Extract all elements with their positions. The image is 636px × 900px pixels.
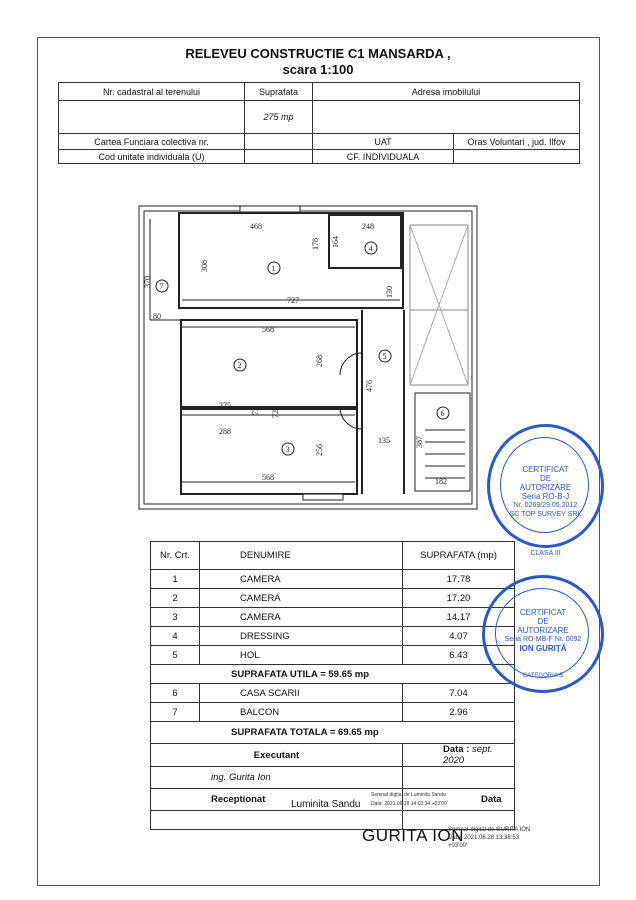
suprafata-utila: SUPRAFATA UTILA = 59.65 mp xyxy=(151,665,515,684)
executant-label: Executant xyxy=(151,744,403,767)
signature-name: GURITA ION xyxy=(362,826,464,845)
rooms-table xyxy=(150,541,515,830)
receptionat-date: Data: 2021.06.28 14:03:34 +03'00' xyxy=(371,801,448,807)
room-number: 7 xyxy=(159,282,164,291)
plan-dim: 727 xyxy=(287,296,299,305)
document-scale: scara 1:100 xyxy=(282,62,354,77)
plan-dim: 178 xyxy=(311,238,320,250)
room-number: 2 xyxy=(237,361,242,370)
table-row: 1 CAMERA 17.78 xyxy=(151,570,515,589)
plan-dim: 72 xyxy=(271,410,280,418)
signature-line1: Semnat digital de GURITA ION xyxy=(448,827,531,833)
suprafata-mp-header: SUPRAFATA (mp) xyxy=(403,542,515,570)
table-row: 5 HOL 6.43 xyxy=(151,646,515,665)
plan-dim: 164 xyxy=(331,236,340,248)
denumire-header: DENUMIRE xyxy=(200,542,403,570)
plan-dim: 130 xyxy=(385,286,394,298)
document-title: RELEVEU CONSTRUCTIE C1 MANSARDA , xyxy=(185,46,451,61)
cod-unitate-label: Cod unitate individuala (U) xyxy=(59,150,245,164)
receptionat-sig: Semnat digital de Luminita Sandu xyxy=(371,792,446,798)
plan-dim: 387 xyxy=(415,436,424,448)
plan-dim: 370 xyxy=(143,276,152,288)
stamp-ion-gurita: CERTIFICAT DE AUTORIZARE Seria RO-MB-F Nr. 0092 ION GURIȚĂ CATEGORIA B xyxy=(482,575,604,693)
data-label: Data : xyxy=(443,744,470,755)
plan-dim: 288 xyxy=(219,427,231,436)
plan-dim: 568 xyxy=(262,473,274,482)
plan-dim: 256 xyxy=(315,444,324,456)
plan-dim: 248 xyxy=(362,222,374,231)
room-number: 1 xyxy=(271,264,276,273)
carte-funciara-label: Cartea Funciara colectiva nr. xyxy=(59,134,245,150)
plan-dim: 275 xyxy=(219,401,231,410)
plan-dim: 268 xyxy=(315,355,324,367)
room-number: 5 xyxy=(382,352,387,361)
receptionat-name: Luminita Sandu xyxy=(291,799,361,810)
data-label-2: Data xyxy=(403,789,515,811)
table-row: 4 DRESSING 4.07 xyxy=(151,627,515,646)
plan-dim: 476 xyxy=(365,380,374,392)
data-value: sept. 2020 xyxy=(443,744,493,766)
table-row: 6 CASA SCARII 7.04 xyxy=(151,684,515,703)
suprafata-value: 275 mp xyxy=(245,101,313,134)
room-number: 6 xyxy=(440,409,445,418)
plan-dim: 308 xyxy=(200,260,209,272)
plan-dim: 80 xyxy=(153,312,161,321)
suprafata-totala: SUPRAFATA TOTALA = 69.65 mp xyxy=(151,722,515,744)
table-row: 2 CAMERA 17.20 xyxy=(151,589,515,608)
cadastral-header: Nr. cadastral al terenului xyxy=(59,83,245,101)
plan-dim: 568 xyxy=(262,325,274,334)
uat-value: Oras Voluntari , jud. Ilfov xyxy=(454,134,580,150)
cf-individuala-label: CF. INDIVIDUALA xyxy=(313,150,454,164)
plan-dim: 72 xyxy=(251,407,260,415)
signature-line3: +03'00' xyxy=(448,843,468,849)
room-number: 3 xyxy=(285,445,290,454)
nr-header: Nr. Crt. xyxy=(151,542,200,570)
plan-dim: 182 xyxy=(435,477,447,486)
suprafata-header: Suprafata xyxy=(245,83,313,101)
table-row: 3 CAMERA 14.17 xyxy=(151,608,515,627)
receptionat-label: Receptionat xyxy=(211,794,266,805)
room-number: 4 xyxy=(368,244,373,253)
adresa-header: Adresa imobilului xyxy=(313,83,580,101)
stamp-top-survey: CERTIFICAT DE AUTORIZARE Seria RO-B-J Nr. 0269/29.05.2012 SC TOP SURVEY SRL CLASA III xyxy=(487,424,604,548)
executant-name: ing. Gurita Ion xyxy=(151,767,403,789)
table-row: 7 BALCON 2.96 xyxy=(151,703,515,722)
plan-dim: 135 xyxy=(378,436,390,445)
signature-line2: Data: 2021.06.28 13:38:53 xyxy=(448,835,520,841)
uat-label: UAT xyxy=(313,134,454,150)
plan-dim: 468 xyxy=(250,222,262,231)
